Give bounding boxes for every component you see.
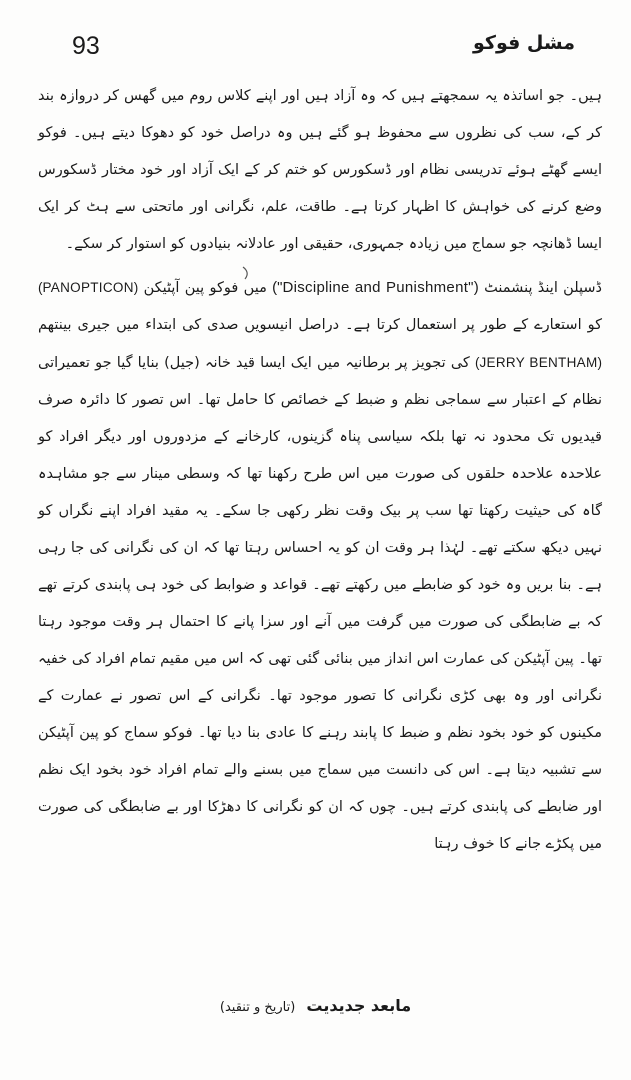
paragraph-2-text-2: میں فوکو پین آپٹیکن	[138, 280, 273, 296]
body-text	[38, 78, 602, 863]
page-footer	[0, 996, 631, 1015]
paragraph-2-text-4: کی تجویز پر برطانیہ میں ایک ایسا قید خانہ (جیل) بنایا گیا جو تعمیراتی نظام کے اعتبار سے سماجی نظم و ضبط کے خصائص کا حامل تھا۔ اس تصور کا دائرہ صرف قیدیوں تک محدود نہ تھا بلکہ سیاسی پناہ گزینوں، کارخانے کے مزدوروں اور دیگر افراد کو علاحدہ علاحدہ حلقوں کی صورت میں اس طرح رکھنا تھا کہ وسطی مینار سے جو مشاہدہ گاہ کی حیثیت رکھتا تھا سب پر بیک وقت نظر رکھی جا سکے۔ یہ مقید افراد اپنے نگراں کو نہیں دیکھ سکتے تھے۔ لہٰذا ہر وقت ان کو یہ احساس رہتا تھا کہ ان کی نگرانی کی جا رہی ہے۔ بنا بریں وہ خود کو ضابطے میں رکھتے تھے۔ قواعد و ضوابط کی خود ہی پابندی کرتے تھے کہ بے ضابطگی کی صورت میں گرفت میں آنے اور سزا پانے کا احتمال ہر وقت موجود رہتا تھا۔ پین آپٹیکن کی عمارت اس انداز میں بنائی گئی تھی کہ اس میں مقیم تمام افراد کی خفیہ نگرانی اور وہ بھی کڑی نگرانی کا تصور موجود تھا۔ نگرانی کے اس تصور نے عمارت کے مکینوں کو خود بخود نظم و ضبط کا پابند رہنے کا عادی بنا دیا تھا۔ فوکو سماج کو پین آپٹیکن سے تشبیہ دیتا ہے۔ اس کی دانست میں سماج میں بسنے والے تمام افراد خود بخود ایک نظم اور ضابطے کی پابندی کرتے ہیں۔ چوں کہ ان کو نگرانی کا دھڑکا اور بے ضابطگی کی صورت میں پکڑے جانے کا خوف رہتا	[38, 355, 602, 852]
footer-book-title: مابعد جدیدیت	[306, 996, 412, 1015]
paragraph-2	[38, 269, 602, 863]
latin-term-bentham: (JERRY BENTHAM)	[475, 355, 602, 370]
ink-mark	[241, 266, 251, 280]
paragraph-1: ہیں۔ جو اساتذہ یہ سمجھتے ہیں کہ وہ آزاد ہیں اور اپنے کلاس روم میں گھس کر دروازہ بند کر کے، سب کی نظروں سے محفوظ ہو گئے ہیں وہ دراصل خود کو دھوکا دیتے ہیں۔ فوکو ایسے گھٹے ہوئے تدریسی نظام اور ڈسکورس کو ختم کر کے ایک آزاد اور خود مختار ڈسکورس وضع کرنے کی خواہش کا اظہار کرتا ہے۔ طاقت، علم، نگرانی اور ماتحتی سے ہٹ کر ایک ایسا ڈھانچہ جو سماج میں زیادہ جمہوری، حقیقی اور عادلانہ بنیادوں کو استوار کر سکے۔	[38, 88, 602, 252]
footer-book-subtitle: (تاریخ و تنقید)	[219, 1000, 296, 1015]
paragraph-2-text-1: ڈسپلن اینڈ پنشمنٹ	[478, 280, 602, 296]
latin-term-discipline: ("Discipline and Punishment")	[272, 279, 479, 296]
page-number: 93	[72, 32, 100, 60]
running-title: مشل فوکو	[473, 32, 575, 54]
page-header	[0, 24, 631, 68]
latin-term-panopticon: (PANOPTICON)	[38, 280, 139, 295]
paragraph-2-text-3: کو استعارے کے طور پر استعمال کرتا ہے۔ دراصل انیسویں صدی کی ابتداء میں جیری بینتھم	[38, 317, 602, 333]
